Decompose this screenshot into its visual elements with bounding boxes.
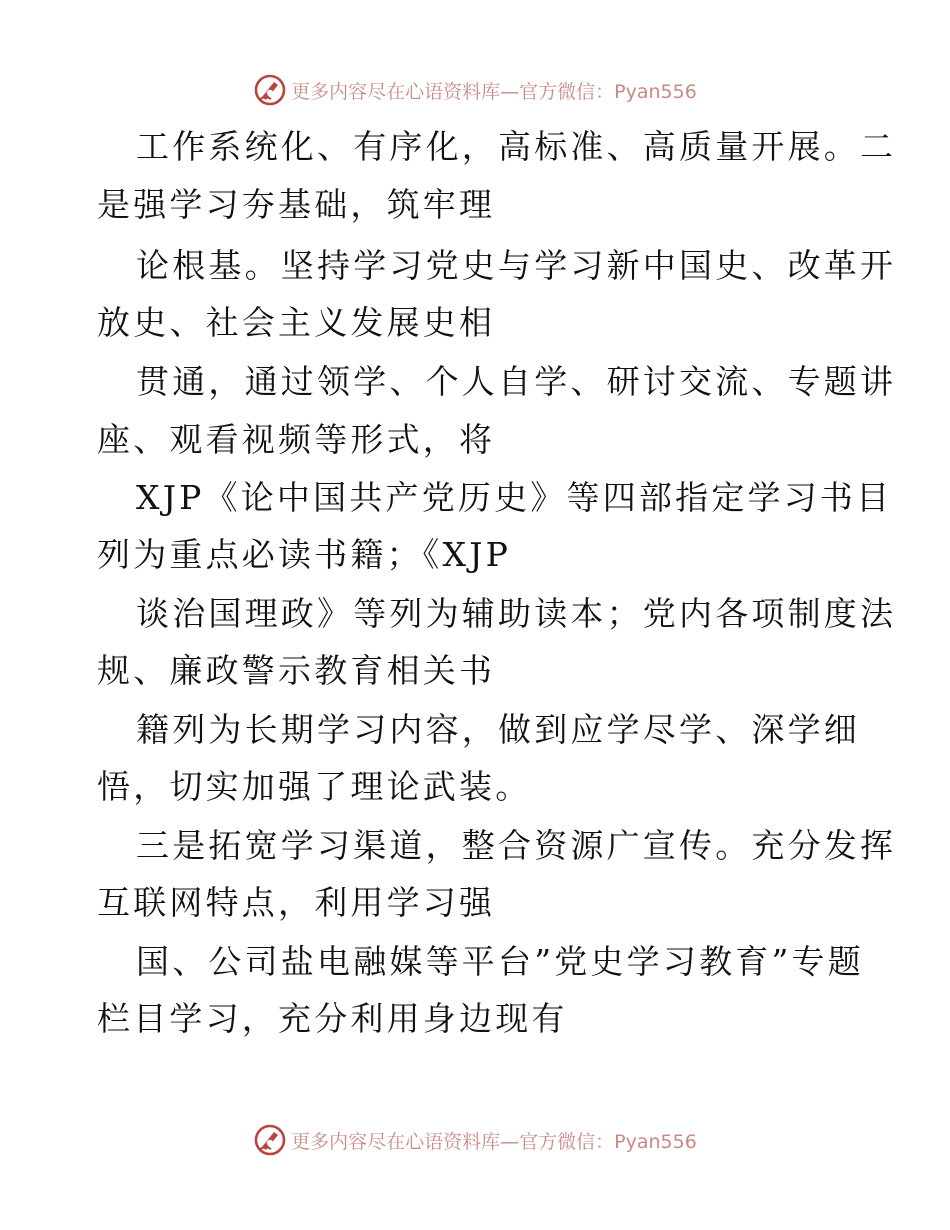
- footer-watermark-text: 更多内容尽在心语资料库—官方微信：Pyan556: [291, 1130, 697, 1153]
- header-watermark-text: 更多内容尽在心语资料库—官方微信：Pyan556: [291, 80, 697, 103]
- header-watermark: [0, 70, 950, 110]
- text-line: 工作系统化、有序化，高标准、高质量开展。二: [136, 127, 897, 166]
- pen-seal-logo-icon: [253, 1123, 287, 1157]
- text-line: 座、观看视频等形式，将: [97, 420, 496, 459]
- text-line: 是强学习夯基础，筑牢理: [97, 185, 496, 224]
- text-line: 籍列为长期学习内容，做到应学尽学、深学细: [136, 710, 860, 749]
- text-line: 谈治国理政》等列为辅助读本；党内各项制度法: [136, 594, 897, 633]
- text-line: 悟，切实加强了理论武装。: [97, 767, 532, 806]
- text-line: 栏目学习，充分利用身边现有: [97, 999, 568, 1038]
- text-line: 放史、社会主义发展史相: [97, 303, 496, 342]
- pen-seal-logo-icon: [253, 73, 287, 107]
- footer-watermark: [0, 1120, 950, 1160]
- text-line: 规、廉政警示教育相关书: [97, 651, 496, 690]
- text-line: 论根基。坚持学习党史与学习新中国史、改革开: [136, 246, 897, 285]
- text-line: 三是拓宽学习渠道，整合资源广宣传。充分发挥: [136, 826, 897, 865]
- text-line: 国、公司盐电融媒等平台”党史学习教育”专题: [136, 942, 864, 981]
- text-line: 列为重点必读书籍；《XJP: [97, 535, 512, 574]
- text-line: XJP《论中国共产党历史》等四部指定学习书目: [136, 478, 893, 517]
- text-line: 互联网特点，利用学习强: [97, 883, 496, 922]
- text-line: 贯通，通过领学、个人自学、研讨交流、专题讲: [136, 362, 897, 401]
